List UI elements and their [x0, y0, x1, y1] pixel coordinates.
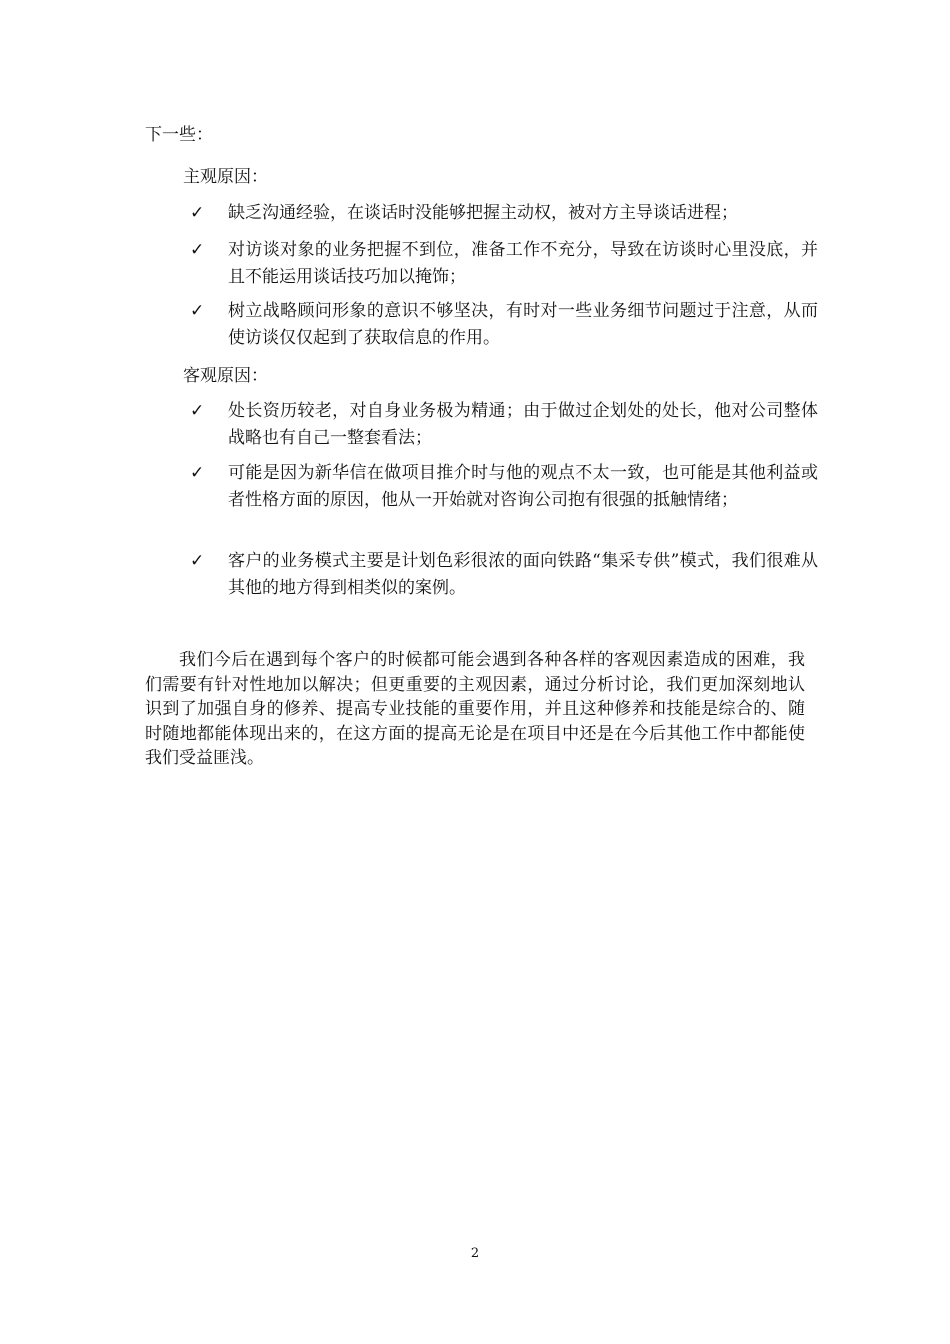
checkmark-icon: ✓	[190, 203, 205, 223]
checkmark-icon: ✓	[190, 401, 205, 421]
list-item-text: 对访谈对象的业务把握不到位，准备工作不充分，导致在访谈时心里没底，并且不能运用谈话技巧加以掩饰；	[228, 240, 818, 287]
checkmark-icon: ✓	[190, 240, 205, 260]
list-item-text: 缺乏沟通经验，在谈话时没能够把握主动权，被对方主导谈话进程；	[228, 203, 738, 223]
checkmark-icon: ✓	[190, 301, 205, 321]
list-item-text: 客户的业务模式主要是计划色彩很浓的面向铁路“集采专供”模式，我们很难从其他的地方得到相类似的案例。	[228, 551, 818, 598]
list-item-text: 可能是因为新华信在做项目推介时与他的观点不太一致，也可能是其他利益或者性格方面的原因，他从一开始就对咨询公司抱有很强的抵触情绪；	[228, 463, 818, 510]
intro-text: 下一些：	[145, 125, 213, 145]
objective-heading: 客观原因：	[183, 366, 268, 386]
conclusion-paragraph: 我们今后在遇到每个客户的时候都可能会遇到各种各样的客观因素造成的困难，我们需要有针对性地加以解决；但更重要的主观因素，通过分析讨论，我们更加深刻地认识到了加强自身的修养、提高专业技能的重要作用，并且这种修养和技能是综合的、随时随地都能体现出来的，在这方面的提高无论是在项目中还是在今后其他工作中都能使我们受益匪浅。	[145, 650, 805, 769]
subjective-heading: 主观原因：	[183, 167, 268, 187]
list-item-text: 处长资历较老，对自身业务极为精通；由于做过企划处的处长，他对公司整体战略也有自己一整套看法；	[228, 401, 818, 448]
checkmark-icon: ✓	[190, 463, 205, 483]
list-item-text: 树立战略顾问形象的意识不够坚决，有时对一些业务细节问题过于注意，从而使访谈仅仅起到了获取信息的作用。	[228, 301, 818, 348]
page-number: 2	[470, 1246, 480, 1261]
checkmark-icon: ✓	[190, 551, 205, 571]
